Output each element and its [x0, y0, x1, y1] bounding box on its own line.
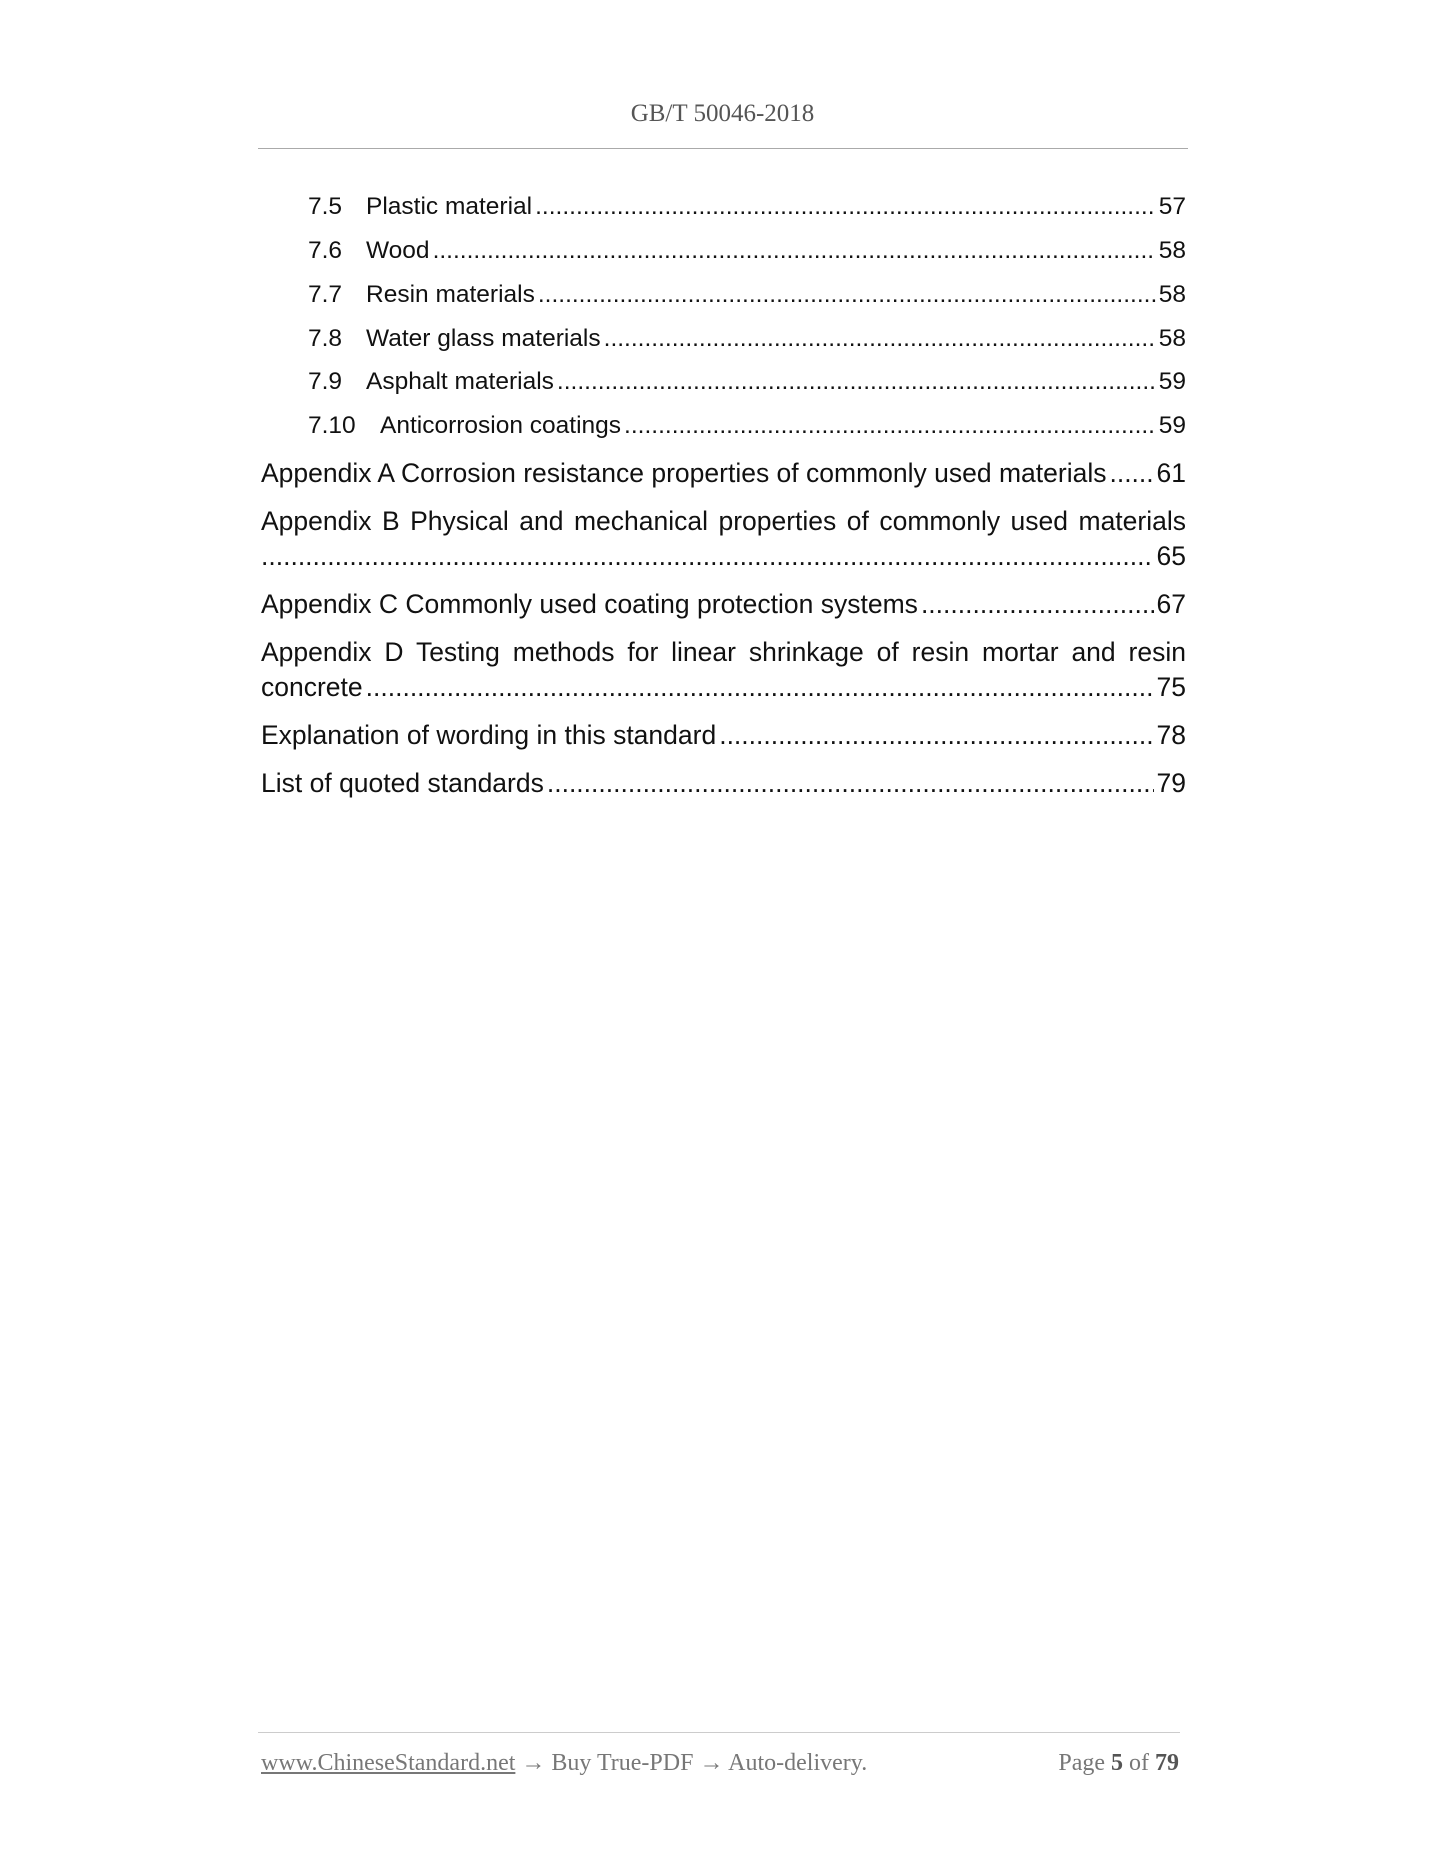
toc-dot-leader: [719, 720, 1153, 751]
toc-entry-7-6[interactable]: [261, 237, 1186, 265]
toc-entry-title: Appendix C Commonly used coating protection systems: [261, 589, 918, 619]
toc-entry-page: 75: [1156, 672, 1186, 702]
toc-entry-title: Explanation of wording in this standard: [261, 720, 717, 750]
toc-entry-page: 61: [1156, 458, 1186, 488]
footer-buy-text: Buy True-PDF: [551, 1750, 694, 1776]
toc-entry-number: 7.8: [308, 325, 343, 352]
footer-auto-text: Auto-delivery.: [728, 1750, 868, 1776]
toc-entry-title: Plastic material: [366, 193, 533, 220]
toc-entry-page: 57: [1158, 193, 1186, 220]
toc-entry-appendix-d-title[interactable]: Appendix D Testing methods for linear shrinkage of resin mortar and resin: [261, 637, 1186, 667]
toc-dot-leader: [921, 589, 1154, 620]
toc-dot-leader: [547, 768, 1154, 799]
toc-dot-leader: [261, 541, 1154, 572]
toc-entry-page: 78: [1156, 720, 1186, 750]
toc-dot-leader: [624, 412, 1156, 440]
toc-entry-title: List of quoted standards: [261, 768, 544, 798]
page-label: Page: [1058, 1750, 1105, 1776]
arrow-right-icon: →: [521, 1750, 546, 1776]
toc-entry-page: 58: [1158, 281, 1186, 308]
toc-entry-appendix-a[interactable]: [261, 458, 1186, 489]
toc-entry-7-10[interactable]: [261, 412, 1186, 440]
arrow-right-icon: →: [699, 1750, 724, 1776]
toc-entry-appendix-d[interactable]: [261, 672, 1186, 703]
toc-entry-number: 7.7: [308, 281, 343, 308]
toc-dot-leader: [1109, 458, 1153, 489]
toc-entry-page: 79: [1156, 768, 1186, 798]
toc-dot-leader: [535, 193, 1156, 221]
toc-entry-page: 59: [1158, 412, 1186, 439]
page-footer: [261, 1750, 1179, 1777]
page-total: 79: [1155, 1750, 1179, 1776]
footer-promo: [261, 1750, 867, 1777]
of-label: of: [1129, 1750, 1149, 1776]
toc-entry-number: 7.10: [308, 412, 356, 439]
footer-divider: [258, 1732, 1180, 1733]
toc-entry-page: 67: [1156, 589, 1186, 619]
toc-dot-leader: [557, 368, 1156, 396]
toc-entry-title: Anticorrosion coatings: [380, 412, 622, 439]
toc-entry-page: 65: [1156, 541, 1186, 571]
toc-entry-7-8[interactable]: [261, 325, 1186, 353]
toc-entry-number: 7.5: [308, 193, 343, 220]
toc-entry-7-5[interactable]: [261, 193, 1186, 221]
document-header-title: GB/T 50046-2018: [630, 100, 815, 127]
page-number: [1058, 1750, 1179, 1777]
footer-site-link[interactable]: www.ChineseStandard.net: [261, 1750, 516, 1776]
toc-entry-7-7[interactable]: [261, 281, 1186, 309]
toc-entry-title: Appendix A Corrosion resistance properties of commonly used materials: [261, 458, 1107, 488]
toc-entry-title: Asphalt materials: [366, 368, 554, 395]
toc-entry-page: 59: [1158, 368, 1186, 395]
toc-dot-leader: [366, 672, 1154, 703]
header-divider: [258, 148, 1188, 149]
page-current: 5: [1111, 1750, 1123, 1776]
toc-entry-number: 7.9: [308, 368, 343, 395]
toc-dot-leader: [538, 281, 1156, 309]
toc-entry-explanation[interactable]: [261, 720, 1186, 751]
toc-dot-leader: [604, 325, 1156, 353]
toc-entry-title: concrete: [261, 672, 363, 702]
toc-dot-leader: [433, 237, 1156, 265]
toc-entry-title: Water glass materials: [366, 325, 601, 352]
toc-entry-quoted-standards[interactable]: [261, 768, 1186, 799]
toc-entry-appendix-b-title[interactable]: Appendix B Physical and mechanical properties of commonly used materials: [261, 506, 1186, 536]
toc-entry-appendix-b[interactable]: [261, 541, 1186, 572]
toc-entry-page: 58: [1158, 237, 1186, 264]
toc-entry-page: 58: [1158, 325, 1186, 352]
toc-entry-appendix-c[interactable]: [261, 589, 1186, 620]
toc-entry-7-9[interactable]: [261, 368, 1186, 396]
toc-entry-number: 7.6: [308, 237, 343, 264]
toc-entry-title: Wood: [366, 237, 430, 264]
toc-entry-title: Resin materials: [366, 281, 535, 308]
